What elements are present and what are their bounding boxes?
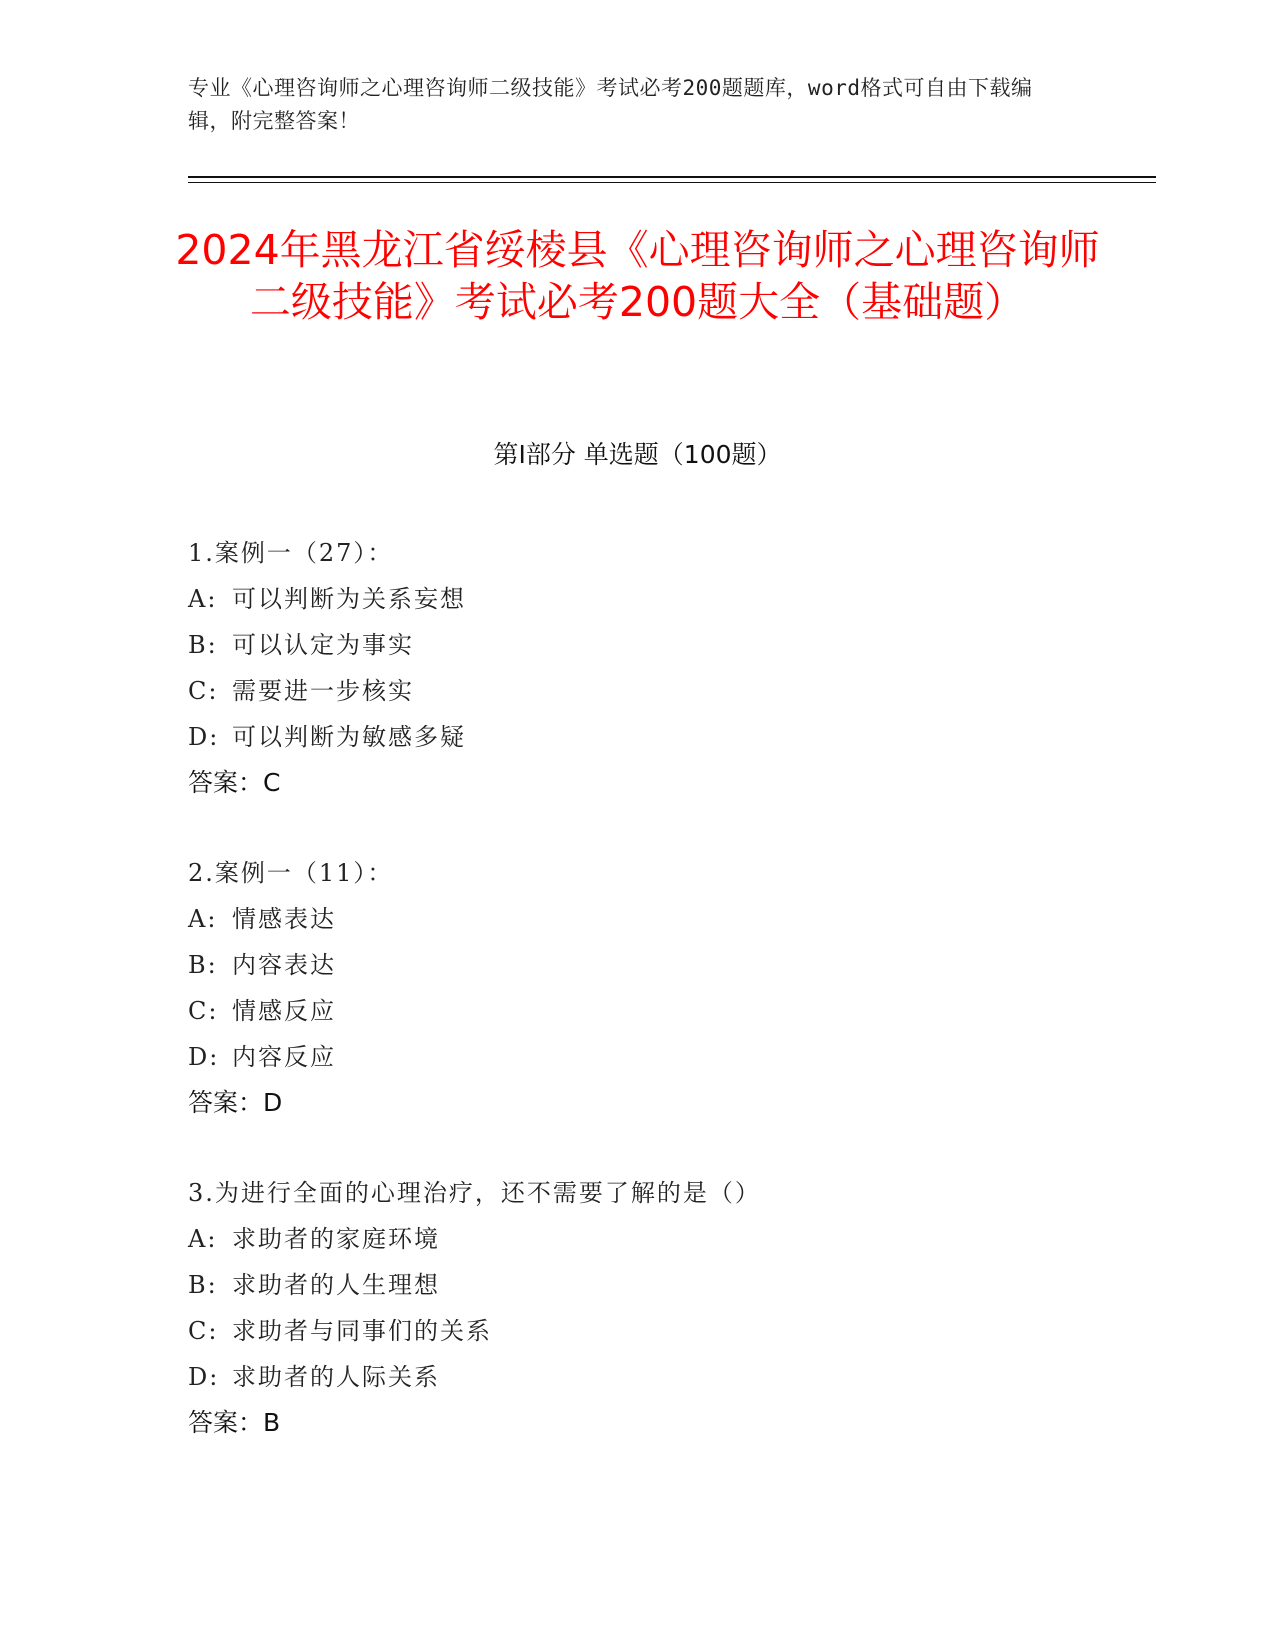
option-b xyxy=(188,942,1088,988)
question-stem: 2.案例一（11）： xyxy=(188,859,394,887)
option-text: 内容反应 xyxy=(232,1043,336,1071)
option-text: 求助者的家庭环境 xyxy=(232,1225,440,1253)
option-letter: A: xyxy=(188,1225,218,1253)
option-text: 可以判断为敏感多疑 xyxy=(232,723,466,751)
option-d xyxy=(188,714,1088,760)
option-letter: D: xyxy=(188,723,220,751)
option-text: 情感表达 xyxy=(232,905,336,933)
option-a xyxy=(188,1216,1088,1262)
option-letter: D: xyxy=(188,1043,220,1071)
option-text: 求助者的人际关系 xyxy=(232,1363,440,1391)
header-divider-thick xyxy=(188,176,1156,178)
question-item xyxy=(188,850,1088,1170)
header-divider-thin xyxy=(188,182,1156,183)
option-text: 内容表达 xyxy=(232,951,336,979)
option-text: 求助者与同事们的关系 xyxy=(232,1317,492,1345)
option-d xyxy=(188,1034,1088,1080)
option-a xyxy=(188,896,1088,942)
option-c xyxy=(188,1308,1088,1354)
question-item xyxy=(188,1170,1088,1490)
option-c xyxy=(188,668,1088,714)
option-b xyxy=(188,622,1088,668)
document-title: 2024年黑龙江省绥棱县《心理咨询师之心理咨询师二级技能》考试必考200题大全（基础题） xyxy=(175,226,1100,326)
answer-line: 答案：B xyxy=(188,1408,281,1437)
header-intro: 专业《心理咨询师之心理咨询师二级技能》考试必考200题题库，word格式可自由下载编辑，附完整答案！ xyxy=(188,76,1033,133)
question-stem: 1.案例一（27）： xyxy=(188,539,394,567)
option-letter: B: xyxy=(188,1271,218,1299)
option-c xyxy=(188,988,1088,1034)
option-letter: B: xyxy=(188,631,218,659)
question-list xyxy=(188,530,1088,1490)
option-letter: C: xyxy=(188,997,219,1025)
option-text: 可以认定为事实 xyxy=(232,631,414,659)
option-d xyxy=(188,1354,1088,1400)
option-a xyxy=(188,576,1088,622)
option-letter: A: xyxy=(188,585,218,613)
option-b xyxy=(188,1262,1088,1308)
question-stem: 3.为进行全面的心理治疗，还不需要了解的是（） xyxy=(188,1179,761,1207)
question-item xyxy=(188,530,1088,850)
section-heading: 第I部分 单选题（100题） xyxy=(493,440,782,469)
option-text: 需要进一步核实 xyxy=(232,677,414,705)
option-letter: A: xyxy=(188,905,218,933)
answer-line: 答案：C xyxy=(188,768,281,797)
option-letter: C: xyxy=(188,677,219,705)
option-text: 可以判断为关系妄想 xyxy=(232,585,466,613)
option-letter: D: xyxy=(188,1363,220,1391)
option-text: 情感反应 xyxy=(232,997,336,1025)
option-text: 求助者的人生理想 xyxy=(232,1271,440,1299)
option-letter: B: xyxy=(188,951,218,979)
answer-line: 答案：D xyxy=(188,1088,283,1117)
option-letter: C: xyxy=(188,1317,219,1345)
